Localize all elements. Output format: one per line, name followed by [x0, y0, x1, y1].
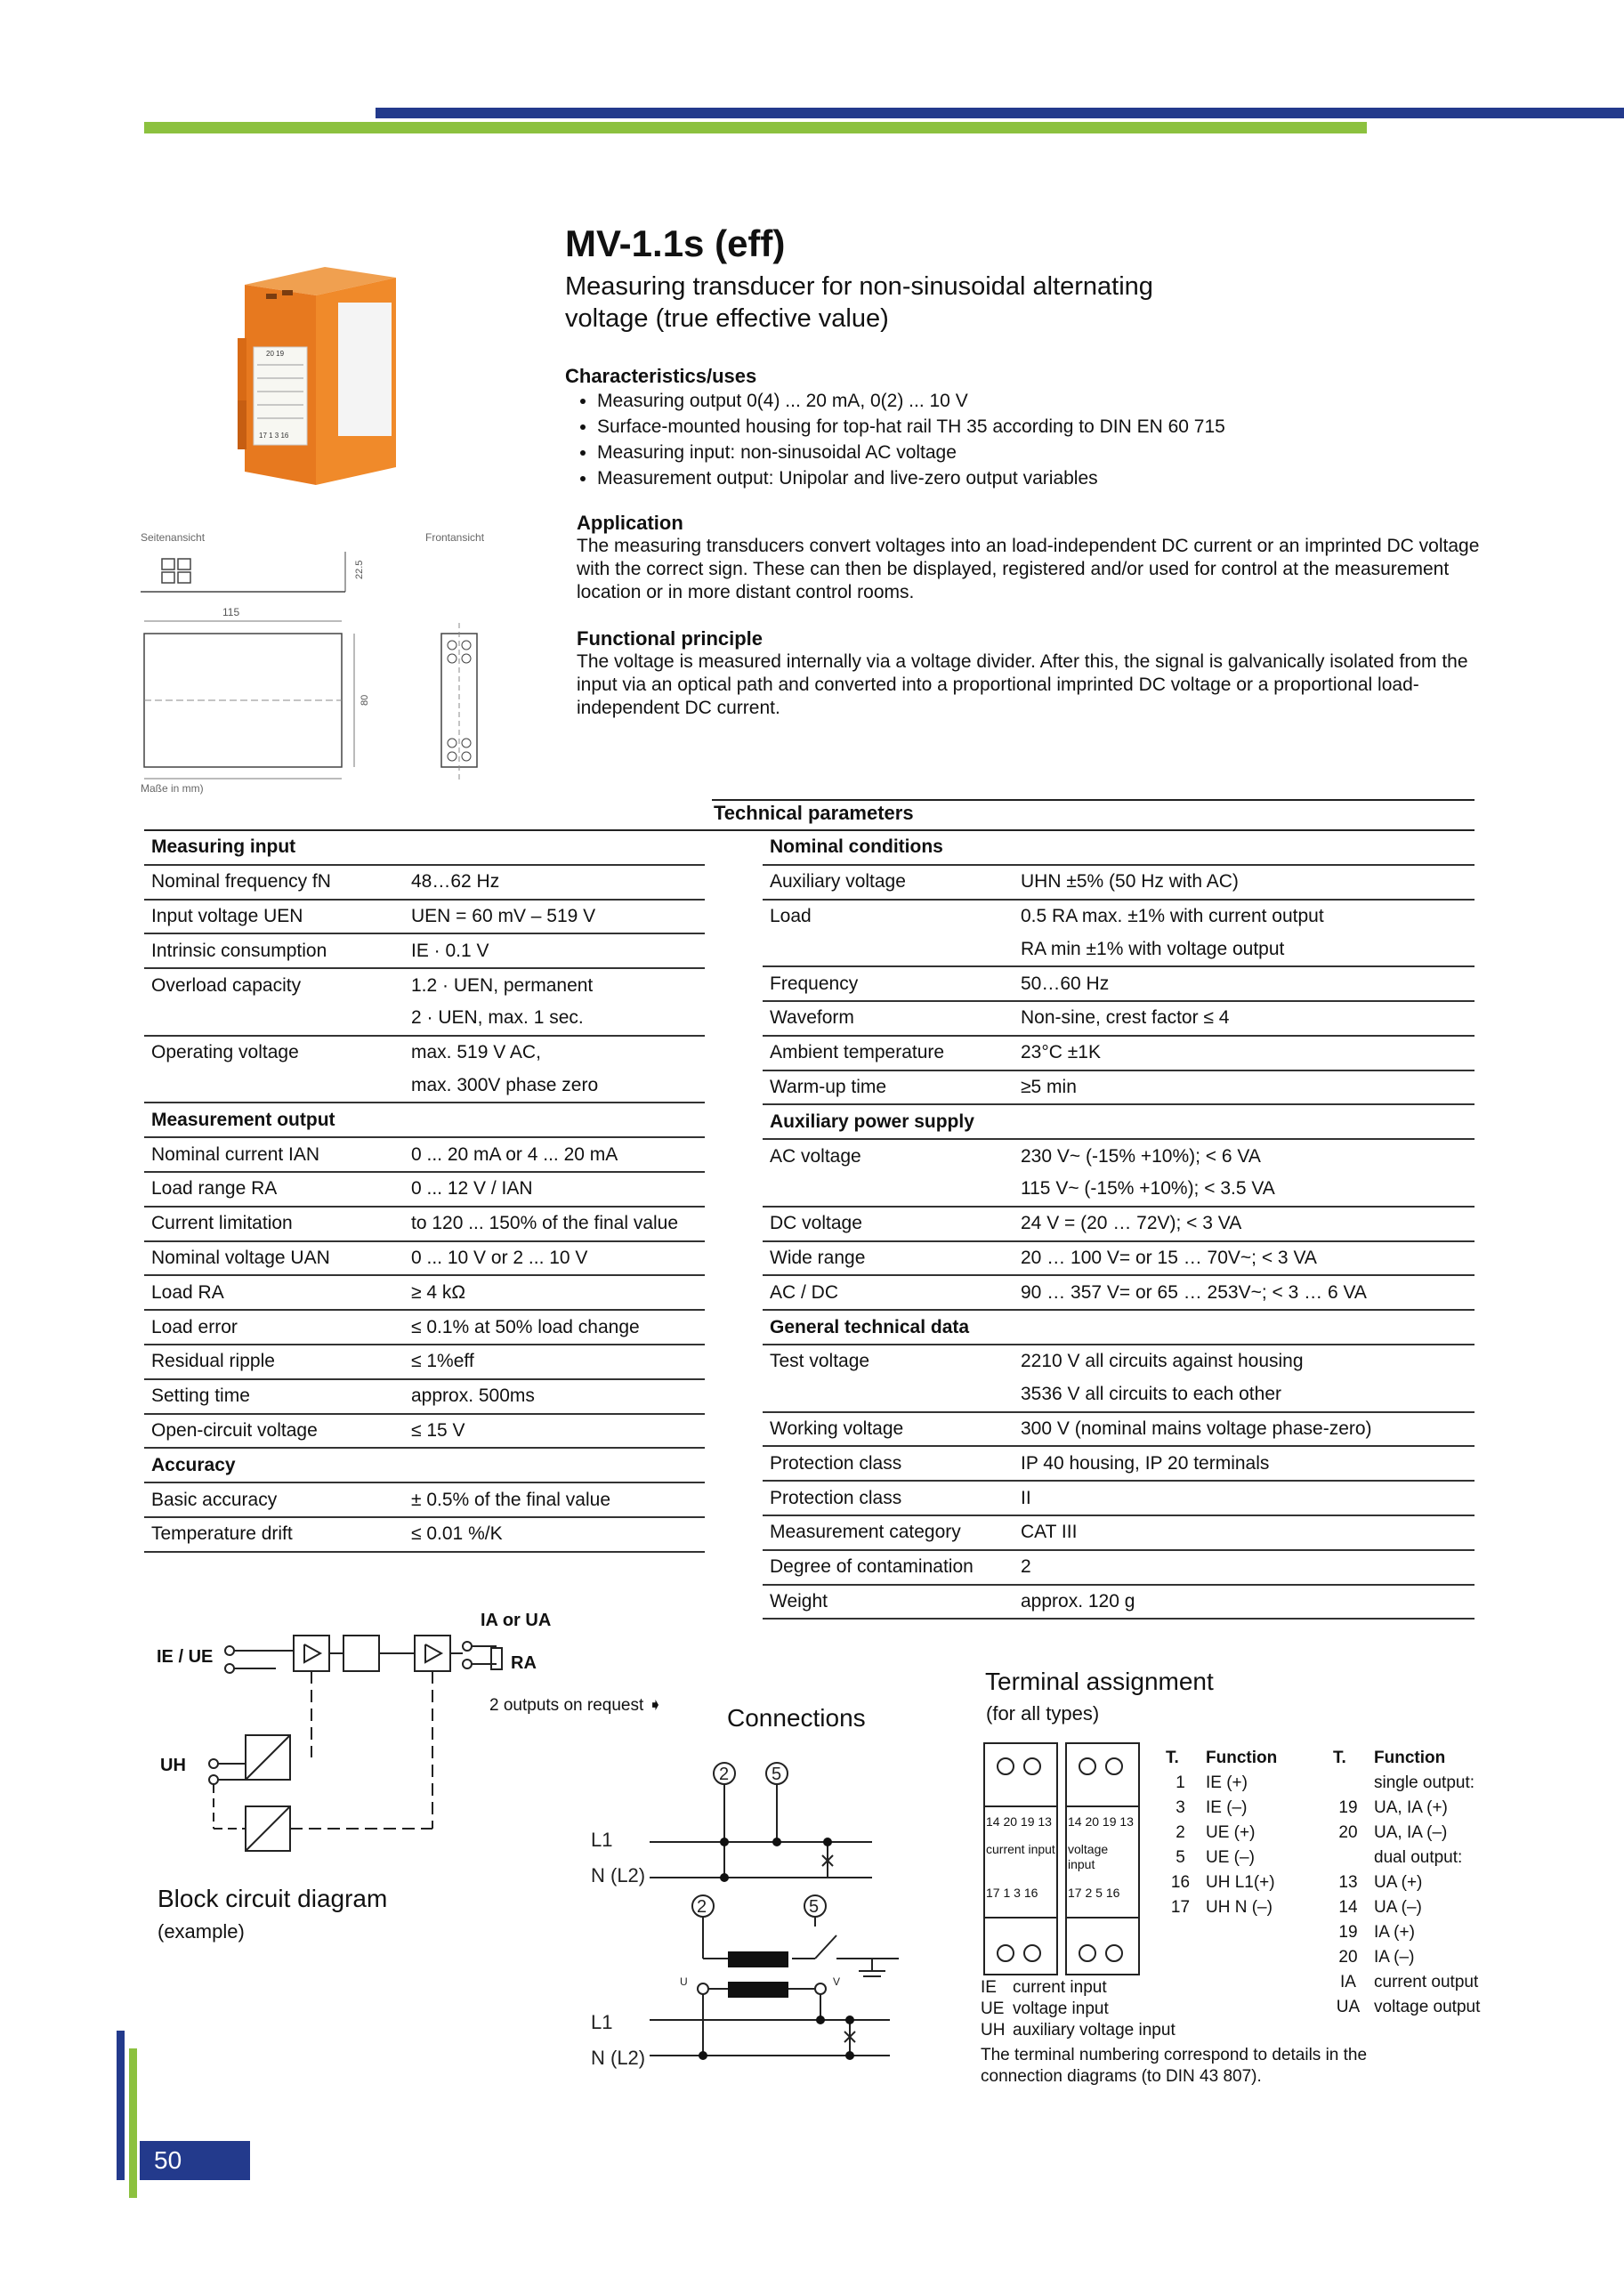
param-value [404, 831, 705, 865]
terminal-function: IA (+) [1374, 1923, 1415, 1942]
block-input-label: IE / UE [157, 1647, 214, 1667]
param-value: ± 0.5% of the final value [404, 1482, 705, 1517]
terminal-number: 5 [1176, 1848, 1185, 1867]
param-section-heading: Accuracy [144, 1448, 404, 1482]
terminal-number: 20 [1338, 1948, 1358, 1967]
param-row [144, 1137, 705, 1172]
param-row [763, 1515, 1475, 1550]
dimension-drawing [141, 525, 497, 796]
functional-text: The voltage is measured internally via a voltage divider. After this, the signal is galvanically isolated from the input via an optical path and converted into a proportional imprinted DC voltage or a proportional load-independent DC current. [577, 651, 1468, 718]
param-row [763, 1481, 1475, 1515]
param-row [763, 1378, 1475, 1412]
param-row [763, 1585, 1475, 1620]
param-row [763, 1446, 1475, 1481]
side-view-label: Seitenansicht [141, 531, 206, 544]
characteristic-item: • Measuring output 0(4) ... 20 mA, 0(2) ... 10 V [597, 388, 1499, 414]
tech-table-right [763, 831, 1475, 1620]
param-value: 2 [1014, 1550, 1475, 1585]
param-row [144, 1103, 705, 1137]
transformer-core-1 [728, 1951, 788, 1967]
block-outputs-note: 2 outputs on request ➧ [489, 1696, 663, 1715]
param-value: 50…60 Hz [1014, 966, 1475, 1001]
param-value: approx. 120 g [1014, 1585, 1475, 1620]
functional-section [577, 627, 1502, 720]
param-label: Ambient temperature [763, 1036, 1014, 1070]
functional-heading: Functional principle [577, 627, 764, 650]
terminal-number: 2 [1176, 1823, 1185, 1842]
terminal-col-t-b: T. [1333, 1749, 1346, 1767]
param-row [763, 1139, 1475, 1173]
terminal-row [1333, 1870, 1480, 1895]
param-value: 23°C ±1K [1014, 1036, 1475, 1070]
terminal-function: IE (–) [1206, 1798, 1248, 1817]
terminal-row [1333, 1796, 1480, 1821]
param-row [144, 1036, 705, 1070]
param-value: 0 ... 20 mA or 4 ... 20 mA [404, 1137, 705, 1172]
param-row [144, 1241, 705, 1276]
terminal-function: UH L1(+) [1206, 1873, 1275, 1892]
terminal-number: 3 [1176, 1798, 1185, 1817]
terminal-number: 14 [1338, 1898, 1358, 1917]
param-value: 90 … 357 V= or 65 … 253V~; < 3 … 6 VA [1014, 1275, 1475, 1310]
param-label [763, 1173, 1014, 1207]
conn-u-label: U [680, 1975, 688, 1988]
param-value: 48…62 Hz [404, 865, 705, 900]
param-value: IP 40 housing, IP 20 terminals [1014, 1446, 1475, 1481]
param-value [404, 1448, 705, 1482]
terminal-row [1166, 1771, 1277, 1796]
param-label: Frequency [763, 966, 1014, 1001]
terminal-caption: Terminal assignment [985, 1668, 1214, 1695]
conn-l1-bottom: L1 [591, 2011, 613, 2033]
param-label: Nominal frequency fN [144, 865, 404, 900]
terminal-number: 13 [1338, 1873, 1358, 1892]
block1-nums-top: 14 20 19 13 [986, 1814, 1052, 1829]
param-label: Intrinsic consumption [144, 933, 404, 968]
param-label: Setting time [144, 1379, 404, 1414]
param-value: ≤ 0.1% at 50% load change [404, 1310, 705, 1345]
terminal-function: UA, IA (–) [1374, 1823, 1448, 1842]
conn-terminal-5-top: 5 [772, 1765, 782, 1784]
terminal-row [1333, 1846, 1480, 1870]
param-row [144, 1448, 705, 1482]
param-label: Nominal current IAN [144, 1137, 404, 1172]
terminal-col-f-b: Function [1374, 1749, 1446, 1767]
param-value: 230 V~ (-15% +10%); < 6 VA [1021, 1145, 1261, 1167]
characteristic-item: • Measuring input: non-sinusoidal AC voltage [597, 440, 1499, 465]
param-value: 0.5 RA max. ±1% with current output [1021, 905, 1324, 926]
param-value: ≤ 15 V [404, 1414, 705, 1449]
param-row [763, 1001, 1475, 1036]
page-side-bar-green [129, 2048, 137, 2198]
param-row [144, 865, 705, 900]
terminal-function: IE (+) [1206, 1773, 1248, 1792]
param-value: 2210 V all circuits against housing [1021, 1351, 1304, 1372]
dim-depth-label: 22.5 [354, 560, 365, 579]
param-row [763, 966, 1475, 1001]
param-section-heading: Measuring input [144, 831, 404, 865]
param-label: Operating voltage [151, 1042, 299, 1063]
param-label: Load RA [144, 1275, 404, 1310]
conn-v-label: V [833, 1975, 841, 1988]
param-row [144, 1275, 705, 1310]
param-label: Input voltage UEN [144, 900, 404, 934]
param-label: Weight [763, 1585, 1014, 1620]
param-row [763, 900, 1475, 933]
param-row [763, 1412, 1475, 1447]
terminal-number: UA [1336, 1998, 1361, 2016]
param-row [763, 1104, 1475, 1139]
param-value: to 120 ... 150% of the final value [404, 1207, 705, 1241]
param-value [1014, 1310, 1475, 1345]
block2-nums-bottom: 17 2 5 16 [1068, 1886, 1120, 1900]
param-row [144, 900, 705, 934]
terminal-function: single output: [1374, 1773, 1475, 1792]
param-value: IE · 0.1 V [404, 933, 705, 968]
characteristics-section [565, 365, 1499, 491]
param-label: Waveform [763, 1001, 1014, 1036]
param-value: 0 ... 12 V / IAN [404, 1172, 705, 1207]
page-side-bar-blue [117, 2031, 125, 2180]
param-label: AC / DC [763, 1275, 1014, 1310]
param-row [763, 1070, 1475, 1105]
param-section-heading: Nominal conditions [763, 831, 1014, 865]
param-label: Measurement category [763, 1515, 1014, 1550]
param-row [763, 1345, 1475, 1378]
conn-l1-top: L1 [591, 1829, 613, 1851]
terminal-number: 20 [1338, 1823, 1358, 1842]
param-label: Nominal voltage UAN [144, 1241, 404, 1276]
terminal-note: The terminal numbering correspond to details in the connection diagrams (to DIN 43 807). [981, 2046, 1368, 2086]
application-heading: Application [577, 512, 683, 534]
terminal-row [1333, 1895, 1480, 1920]
terminal-col-f-a: Function [1206, 1749, 1278, 1767]
param-label: Load error [144, 1310, 404, 1345]
param-value: 0 ... 10 V or 2 ... 10 V [404, 1241, 705, 1276]
param-row [763, 1036, 1475, 1070]
param-label [763, 1378, 1014, 1412]
legend-symbol: IE [981, 1978, 997, 1997]
param-row [144, 1345, 705, 1379]
tech-title: Technical parameters [714, 802, 914, 824]
connections-caption: Connections [727, 1704, 866, 1732]
block-diagram-caption-sub: (example) [158, 1920, 245, 1943]
conn-terminal-2-bottom: 2 [697, 1897, 707, 1917]
legend-text: voltage input [1013, 1999, 1109, 2018]
application-section [577, 512, 1502, 604]
param-row [763, 1207, 1475, 1241]
terminal-function: dual output: [1374, 1848, 1463, 1867]
param-value [404, 1103, 705, 1137]
tech-table-left [144, 831, 705, 1553]
param-label: Open-circuit voltage [144, 1414, 404, 1449]
param-value: II [1014, 1481, 1475, 1515]
param-row [763, 1241, 1475, 1276]
conn-n-bottom: N (L2) [591, 2047, 646, 2069]
param-label: Wide range [763, 1241, 1014, 1276]
product-label-top: 20 19 [266, 350, 285, 358]
param-value: 20 … 100 V= or 15 … 70V~; < 3 VA [1014, 1241, 1475, 1276]
param-row [763, 1550, 1475, 1585]
param-value: max. 519 V AC, [411, 1042, 541, 1063]
param-row [763, 1275, 1475, 1310]
terminal-row [1166, 1796, 1277, 1821]
param-label: Current limitation [144, 1207, 404, 1241]
param-row [144, 1482, 705, 1517]
characteristics-heading: Characteristics/uses [565, 365, 757, 387]
block-aux-label: UH [160, 1756, 186, 1775]
terminal-blocks [979, 1740, 1148, 1980]
terminal-function: UH N (–) [1206, 1898, 1273, 1917]
param-label: Protection class [763, 1446, 1014, 1481]
units-note: Maße in mm) [141, 782, 204, 795]
terminal-row [1333, 1771, 1480, 1796]
param-value: Non-sine, crest factor ≤ 4 [1014, 1001, 1475, 1036]
product-photo [227, 267, 409, 485]
terminal-function: UE (–) [1206, 1848, 1255, 1867]
terminal-row [1333, 1945, 1480, 1970]
param-value: 1.2 · UEN, permanent [411, 974, 594, 996]
param-value: 2 · UEN, max. 1 sec. [404, 1002, 705, 1036]
terminal-function: IA (–) [1374, 1948, 1415, 1967]
product-subtitle: Measuring transducer for non-sinusoidal alternating voltage (true effective value) [565, 272, 1153, 333]
header-bar-green [144, 122, 1367, 133]
param-row [144, 968, 705, 1002]
page-number: 50 [140, 2141, 250, 2180]
param-row [144, 1172, 705, 1207]
param-label: Load [770, 905, 812, 926]
param-label: DC voltage [763, 1207, 1014, 1241]
conn-terminal-5-bottom: 5 [809, 1897, 820, 1917]
param-label: Overload capacity [151, 974, 302, 996]
connections-diagram [587, 1749, 943, 2078]
transformer-core-2 [728, 1982, 788, 1998]
terminal-row [1166, 1895, 1277, 1920]
legend-row [981, 1999, 1390, 2020]
param-label: Working voltage [763, 1412, 1014, 1447]
legend-text: auxiliary voltage input [1013, 2021, 1176, 2040]
param-row [144, 1414, 705, 1449]
characteristic-item: • Measurement output: Unipolar and live-zero output variables [597, 465, 1499, 491]
param-label: Degree of contamination [763, 1550, 1014, 1585]
terminal-col-t-a: T. [1166, 1749, 1179, 1767]
legend-text: current input [1013, 1978, 1107, 1997]
terminal-number: 17 [1170, 1898, 1191, 1917]
legend-row [981, 1977, 1390, 1999]
param-row [144, 1517, 705, 1552]
param-value: max. 300V phase zero [404, 1070, 705, 1103]
param-value: ≥5 min [1014, 1070, 1475, 1105]
block1-kind: current input [986, 1842, 1055, 1856]
param-value: ≤ 0.01 %/K [404, 1517, 705, 1552]
param-value: RA min ±1% with voltage output [1014, 933, 1475, 966]
conn-terminal-2-top: 2 [719, 1765, 730, 1784]
terminal-number: IA [1340, 1973, 1356, 1991]
param-value: approx. 500ms [404, 1379, 705, 1414]
block-output-label: IA or UA [481, 1611, 552, 1630]
param-label: Warm-up time [763, 1070, 1014, 1105]
param-row [763, 831, 1475, 865]
param-label: Test voltage [770, 1351, 870, 1372]
param-section-heading: Measurement output [144, 1103, 404, 1137]
terminal-number: 19 [1338, 1923, 1358, 1942]
conn-n-top: N (L2) [591, 1864, 646, 1886]
param-row [144, 1207, 705, 1241]
dim-height-label: 80 [360, 694, 370, 706]
param-row [144, 1310, 705, 1345]
terminal-number: 16 [1170, 1873, 1191, 1892]
param-value: 3536 V all circuits to each other [1014, 1378, 1475, 1412]
terminal-function: current output [1374, 1973, 1479, 1991]
param-value [1014, 831, 1475, 865]
terminal-row [1166, 1870, 1277, 1895]
terminal-legend [981, 1977, 1390, 2088]
param-label [763, 933, 1014, 966]
param-value: 300 V (nominal mains voltage phase-zero) [1014, 1412, 1475, 1447]
param-value: UHN ±5% (50 Hz with AC) [1014, 865, 1475, 900]
terminal-number: 19 [1338, 1798, 1358, 1817]
param-label [144, 1002, 404, 1036]
param-label: Load range RA [144, 1172, 404, 1207]
tech-title-rule-top [712, 799, 1475, 801]
legend-symbol: UE [981, 1999, 1005, 2018]
param-value: CAT III [1014, 1515, 1475, 1550]
param-label: Temperature drift [144, 1517, 404, 1552]
param-row [144, 933, 705, 968]
application-text: The measuring transducers convert voltages into an load-independent DC current or an imprinted DC voltage with the correct sign. These can then be displayed, registered and/or used for control at the measurement location or in more distant control rooms. [577, 536, 1480, 602]
terminal-function: UA (–) [1374, 1898, 1422, 1917]
param-section-heading: General technical data [763, 1310, 1014, 1345]
block2-nums-top: 14 20 19 13 [1068, 1814, 1134, 1829]
block2-kind: voltage input [1068, 1842, 1109, 1871]
product-title: MV-1.1s (eff) [565, 222, 786, 264]
param-label: Residual ripple [144, 1345, 404, 1379]
param-value: 115 V~ (-15% +10%); < 3.5 VA [1014, 1173, 1475, 1207]
param-value: UEN = 60 mV – 519 V [404, 900, 705, 934]
terminal-number: 1 [1176, 1773, 1185, 1792]
param-label: Auxiliary voltage [763, 865, 1014, 900]
block1-nums-bottom: 17 1 3 16 [986, 1886, 1038, 1900]
terminal-function: UA, IA (+) [1374, 1798, 1448, 1817]
param-row [763, 1173, 1475, 1207]
param-value: ≥ 4 kΩ [404, 1275, 705, 1310]
header-bar-blue [376, 108, 1624, 118]
terminal-function: UA (+) [1374, 1873, 1423, 1892]
param-row [763, 933, 1475, 966]
param-value: ≤ 1%eff [404, 1345, 705, 1379]
legend-symbol: UH [981, 2021, 1006, 2040]
characteristic-item: • Surface-mounted housing for top-hat rail TH 35 according to DIN EN 60 715 [597, 414, 1499, 440]
param-label: Protection class [763, 1481, 1014, 1515]
param-section-heading: Auxiliary power supply [763, 1104, 1014, 1139]
param-value [1014, 1104, 1475, 1139]
param-label [144, 1070, 404, 1103]
param-row [144, 831, 705, 865]
param-row [144, 1070, 705, 1103]
terminal-function: UE (+) [1206, 1823, 1256, 1842]
param-row [763, 1310, 1475, 1345]
terminal-caption-sub: (for all types) [986, 1702, 1100, 1725]
terminal-row [1166, 1821, 1277, 1846]
param-label: AC voltage [770, 1145, 861, 1167]
product-label-bottom: 17 1 3 16 [259, 432, 289, 440]
param-value: 24 V = (20 … 72V); < 3 VA [1014, 1207, 1475, 1241]
characteristics-list [565, 388, 1499, 491]
block-diagram-caption: Block circuit diagram [158, 1885, 388, 1912]
terminal-row [1333, 1821, 1480, 1846]
block-load-label: RA [511, 1653, 537, 1673]
terminal-row [1333, 1920, 1480, 1945]
param-row [144, 1379, 705, 1414]
param-row [763, 865, 1475, 900]
legend-row [981, 2020, 1390, 2041]
dim-width-label: 115 [222, 606, 240, 618]
param-label: Basic accuracy [144, 1482, 404, 1517]
param-row [144, 1002, 705, 1036]
terminal-row [1166, 1846, 1277, 1870]
terminal-function: voltage output [1374, 1998, 1481, 2016]
terminal-table-a [1166, 1746, 1277, 1920]
front-view-label: Frontansicht [425, 531, 485, 544]
